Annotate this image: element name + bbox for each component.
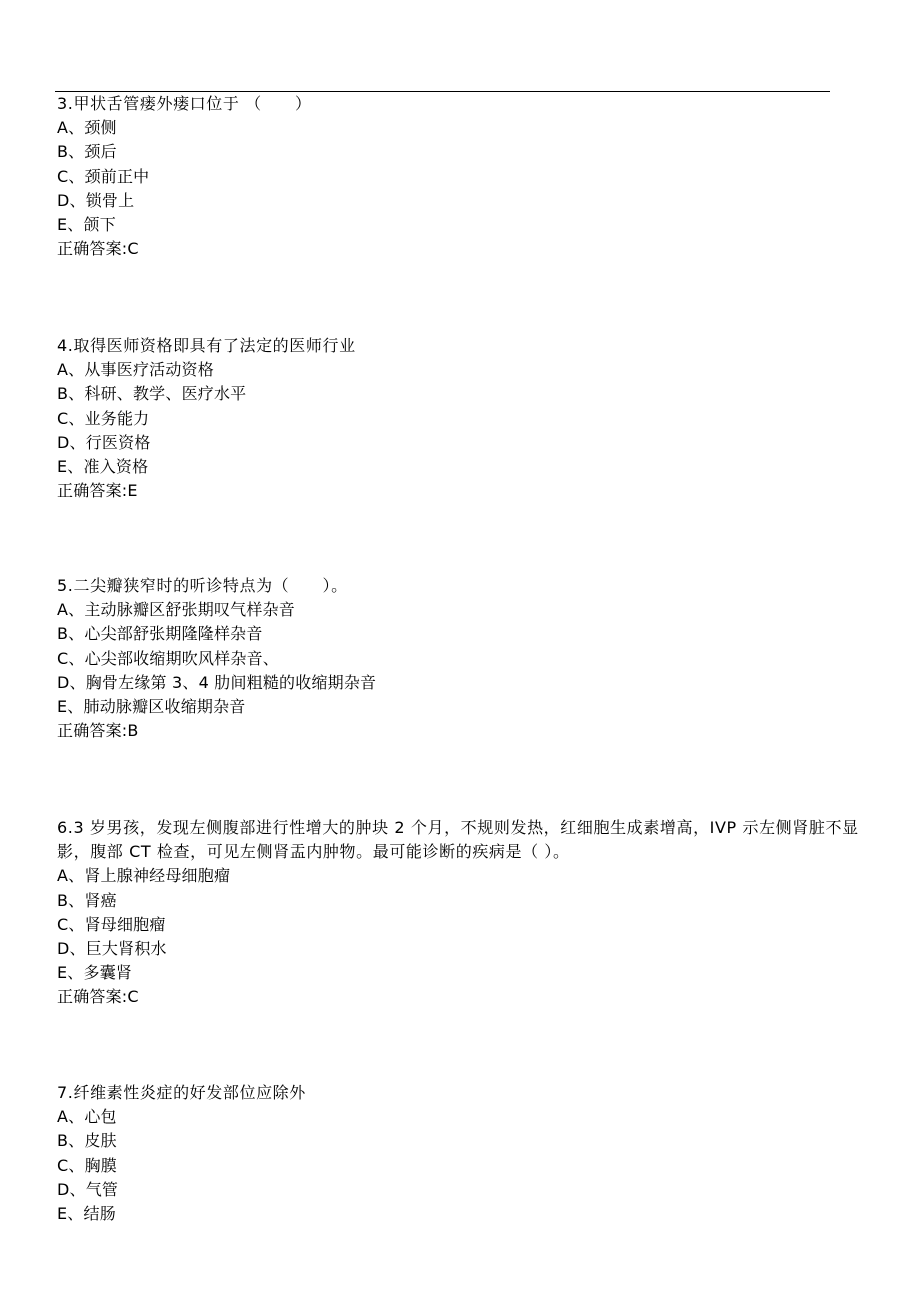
option-e: E、颌下 bbox=[57, 214, 116, 234]
option-e: E、肺动脉瓣区收缩期杂音 bbox=[57, 696, 246, 716]
option-a: A、肾上腺神经母细胞瘤 bbox=[57, 866, 231, 886]
option-b: B、颈后 bbox=[57, 142, 117, 162]
correct-answer: 正确答案:B bbox=[57, 721, 139, 741]
option-e: E、准入资格 bbox=[57, 456, 149, 476]
correct-answer: 正确答案:E bbox=[57, 481, 138, 501]
question-3 bbox=[57, 92, 872, 261]
question-stem: 7.纤维素性炎症的好发部位应除外 bbox=[57, 1083, 306, 1102]
option-b: B、皮肤 bbox=[57, 1131, 117, 1151]
option-b: B、科研、教学、医疗水平 bbox=[57, 384, 247, 404]
option-e: E、结肠 bbox=[57, 1203, 116, 1223]
option-c: C、肾母细胞瘤 bbox=[57, 914, 166, 934]
question-stem: 4.取得医师资格即具有了法定的医师行业 bbox=[57, 336, 356, 355]
option-b: B、肾癌 bbox=[57, 890, 117, 910]
question-5 bbox=[57, 574, 872, 743]
question-stem: 3.甲状舌管瘘外瘘口位于 （ ） bbox=[57, 94, 312, 113]
question-stem: 5.二尖瓣狭窄时的听诊特点为（ ）。 bbox=[57, 576, 348, 595]
option-d: D、巨大肾积水 bbox=[57, 938, 167, 958]
option-b: B、心尖部舒张期隆隆样杂音 bbox=[57, 624, 263, 644]
option-d: D、锁骨上 bbox=[57, 190, 135, 210]
option-a: A、颈侧 bbox=[57, 118, 117, 138]
question-7 bbox=[57, 1081, 872, 1226]
option-c: C、业务能力 bbox=[57, 408, 150, 428]
option-a: A、主动脉瓣区舒张期叹气样杂音 bbox=[57, 600, 295, 620]
option-c: C、胸膜 bbox=[57, 1155, 117, 1175]
correct-answer: 正确答案:C bbox=[57, 239, 139, 259]
option-d: D、行医资格 bbox=[57, 432, 151, 452]
option-c: C、心尖部收缩期吹风样杂音、 bbox=[57, 648, 279, 668]
question-4 bbox=[57, 334, 872, 503]
correct-answer: 正确答案:C bbox=[57, 987, 139, 1007]
question-stem: 6.3 岁男孩，发现左侧腹部进行性增大的肿块 2 个月，不规则发热，红细胞生成素增高，IVP 示左侧肾脏不显影，腹部 CT 检查，可见左侧肾盂内肿物。最可能诊断的疾病是（ ）。 bbox=[57, 818, 859, 862]
option-c: C、颈前正中 bbox=[57, 166, 150, 186]
option-a: A、心包 bbox=[57, 1107, 117, 1127]
option-d: D、气管 bbox=[57, 1179, 119, 1199]
option-e: E、多囊肾 bbox=[57, 963, 133, 983]
option-d: D、胸骨左缘第 3、4 肋间粗糙的收缩期杂音 bbox=[57, 672, 377, 692]
question-6 bbox=[57, 816, 872, 1010]
option-a: A、从事医疗活动资格 bbox=[57, 360, 214, 380]
